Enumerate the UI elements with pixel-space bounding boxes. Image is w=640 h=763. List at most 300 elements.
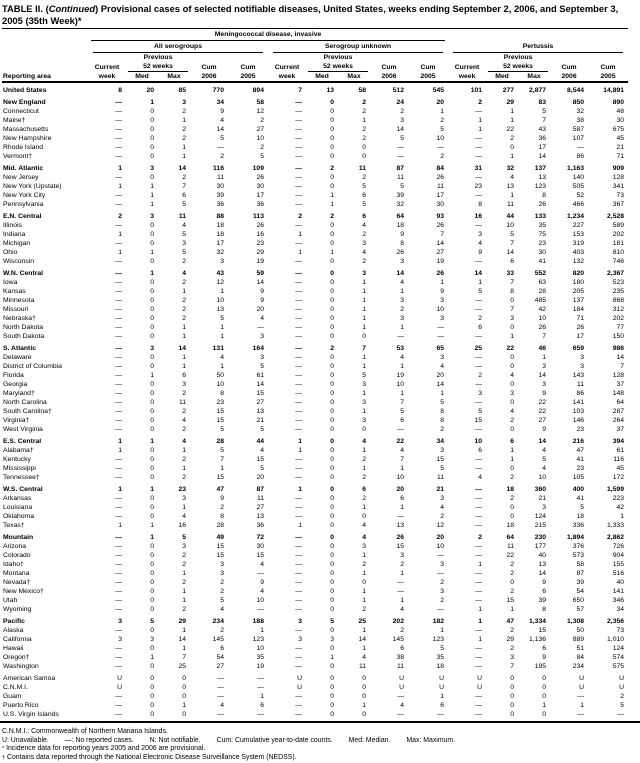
max-label: Max (518, 72, 550, 82)
value-cell: 2 (400, 306, 404, 313)
value-cell: — (257, 606, 264, 613)
value-cell: 21 (436, 486, 445, 493)
reporting-area-cell: Hawaii (3, 645, 24, 652)
value-cell: 1 (220, 288, 224, 295)
reporting-area-cell: Virginia† (3, 417, 30, 424)
value-cell: 9 (260, 297, 264, 304)
value-cell: 6 (478, 324, 483, 331)
value-cell: 230 (534, 534, 547, 541)
value-cell: 3 (440, 588, 445, 595)
footnote-abbreviations (2, 737, 638, 746)
value-cell: 20 (436, 99, 445, 106)
value-cell: 0 (330, 333, 334, 340)
value-cell: — (437, 606, 445, 613)
value-cell: 0 (182, 675, 186, 682)
value-cell: 6 (362, 213, 366, 220)
value-cell: 1 (220, 363, 224, 370)
value-cell: 7 (440, 231, 445, 238)
reporting-area-cell: S. Atlantic (3, 345, 36, 352)
value-cell: 6 (182, 372, 186, 379)
value-cell: 1 (330, 654, 334, 661)
header-spacer (448, 29, 628, 42)
value-cell: 5 (330, 618, 334, 625)
value-cell: 18 (396, 222, 404, 229)
value-cell: 0 (150, 495, 154, 502)
value-cell: 35 (436, 654, 445, 661)
reporting-area-cell: Alaska (3, 627, 24, 634)
value-cell: 2 (362, 108, 366, 115)
cum-label: Cum (240, 64, 256, 71)
value-cell: 16 (474, 213, 483, 220)
value-cell: 6 (478, 447, 483, 454)
value-cell: — (475, 543, 483, 550)
empty-header-cell (408, 53, 448, 62)
table-row (2, 683, 628, 692)
reporting-area-cell: United States (3, 87, 47, 94)
value-cell: 0 (330, 258, 334, 265)
value-cell: 11 (436, 474, 445, 481)
value-cell: 87 (576, 570, 585, 577)
value-cell: 14 (256, 279, 264, 286)
value-cell: 1 (330, 249, 334, 256)
value-cell: 155 (612, 561, 625, 568)
value-cell: 1,163 (567, 165, 585, 172)
value-cell: 4 (440, 504, 445, 511)
value-cell: 3 (150, 636, 154, 643)
value-cell: 0 (542, 675, 547, 682)
value-cell: 0 (510, 702, 515, 709)
title-continued: Continued (48, 3, 96, 14)
value-cell: 64 (396, 213, 404, 220)
value-cell: — (115, 588, 122, 595)
value-cell: 50 (576, 627, 585, 634)
value-cell: 4 (362, 654, 366, 661)
value-cell: — (115, 702, 122, 709)
value-cell: 360 (534, 486, 547, 493)
value-cell: — (295, 126, 302, 133)
value-cell: 1 (362, 597, 366, 604)
value-cell: 7 (542, 117, 547, 124)
value-cell: 1 (510, 333, 515, 340)
value-cell: 7 (220, 456, 224, 463)
value-cell: 181 (612, 240, 625, 247)
current-label: Current (454, 64, 480, 71)
value-cell: 10 (256, 645, 264, 652)
value-cell: — (475, 597, 483, 604)
value-cell: 30 (616, 117, 625, 124)
empty-header-cell (448, 53, 486, 62)
table-row (2, 398, 628, 407)
year-2005-label: 2005 (228, 72, 268, 82)
value-cell: — (115, 426, 122, 433)
value-cell: — (115, 201, 122, 208)
reporting-area-cell: Illinois (3, 222, 22, 229)
value-cell: 13 (256, 408, 264, 415)
value-cell: 2,877 (529, 87, 547, 94)
value-cell: 0 (510, 144, 515, 151)
table-row (2, 95, 628, 107)
value-cell: — (295, 240, 302, 247)
value-cell: 3 (150, 165, 154, 172)
title-prefix: TABLE II. ( (2, 3, 49, 14)
value-cell: 12 (436, 522, 445, 529)
value-cell: — (475, 513, 483, 520)
value-cell: 44 (256, 438, 264, 445)
value-cell: 2,862 (607, 534, 625, 541)
cum-label: Cum (600, 64, 616, 71)
value-cell: 2 (362, 606, 366, 613)
value-cell: 4 (400, 279, 404, 286)
value-cell: 18 (216, 231, 224, 238)
value-cell: 4 (260, 588, 264, 595)
value-cell: 15 (474, 417, 483, 424)
value-cell: 1 (182, 144, 186, 151)
value-cell: 105 (572, 474, 585, 481)
value-cell: 27 (256, 126, 264, 133)
reporting-area-cell: Nevada† (3, 579, 31, 586)
value-cell: 0 (150, 597, 154, 604)
value-cell: 1 (362, 504, 366, 511)
value-cell: 3 (440, 561, 445, 568)
weeks52-label: 52 weeks (126, 62, 190, 72)
table-row (2, 596, 628, 605)
value-cell: 346 (612, 597, 625, 604)
table-title (0, 0, 640, 27)
value-cell: 5 (542, 456, 547, 463)
value-cell: 10 (538, 315, 547, 322)
value-cell: 7 (400, 456, 404, 463)
value-cell: 5 (182, 534, 186, 541)
value-cell: — (475, 222, 483, 229)
value-cell: 1,894 (567, 534, 585, 541)
value-cell: 3 (150, 213, 154, 220)
footnotes (0, 723, 640, 763)
table-row (2, 287, 628, 296)
table-row (2, 341, 628, 353)
year-2006-label: 2006 (550, 72, 588, 82)
value-cell: 0 (510, 324, 515, 331)
value-cell: — (115, 324, 122, 331)
value-cell: 11 (506, 201, 515, 208)
value-cell: — (115, 363, 122, 370)
value-cell: 3 (542, 504, 547, 511)
value-cell: 4 (440, 363, 445, 370)
value-cell: 2 (330, 165, 334, 172)
value-cell: — (475, 306, 483, 313)
value-cell: 3 (362, 417, 366, 424)
table-row (2, 82, 628, 95)
value-cell: 22 (538, 399, 547, 406)
value-cell: 4 (510, 372, 515, 379)
value-cell: 650 (572, 597, 585, 604)
value-cell: 146 (572, 417, 585, 424)
value-cell: 575 (612, 663, 625, 670)
value-cell: 15 (216, 552, 224, 559)
notifiable-diseases-table (2, 28, 628, 719)
value-cell: 20 (256, 474, 264, 481)
value-cell: 4 (182, 438, 186, 445)
value-cell: 0 (510, 297, 515, 304)
value-cell: 11 (396, 174, 404, 181)
value-cell: 1 (362, 702, 366, 709)
empty-header-cell (88, 53, 126, 62)
value-cell: 4 (510, 408, 515, 415)
value-cell: 3 (182, 495, 186, 502)
table-row (2, 230, 628, 239)
value-cell: 1 (362, 627, 366, 634)
value-cell: 2 (510, 627, 515, 634)
value-cell: 14 (506, 249, 515, 256)
value-cell: 0 (510, 684, 515, 691)
value-cell: 37 (616, 381, 625, 388)
value-cell: — (115, 399, 122, 406)
value-cell: 61 (256, 372, 264, 379)
reporting-area-cell: West Virginia (3, 426, 43, 433)
value-cell: 4 (400, 606, 404, 613)
value-cell: 2 (182, 297, 186, 304)
value-cell: 4 (362, 438, 366, 445)
value-cell: 1 (150, 438, 154, 445)
value-cell: 0 (150, 627, 154, 634)
value-cell: 5 (150, 618, 154, 625)
table-row (2, 239, 628, 248)
value-cell: — (475, 456, 483, 463)
value-cell: 1 (400, 570, 404, 577)
value-cell: 0 (330, 513, 334, 520)
footnote-segment: N: Not notifiable. (149, 736, 201, 744)
value-cell: 0 (330, 354, 334, 361)
value-cell: 195 (534, 663, 547, 670)
value-cell: 0 (362, 426, 366, 433)
value-cell: 4 (220, 354, 224, 361)
value-cell: 1 (182, 354, 186, 361)
value-cell: — (295, 645, 302, 652)
year-2005-label: 2005 (588, 72, 628, 82)
value-cell: 4 (362, 249, 366, 256)
value-cell: 1 (440, 390, 445, 397)
value-cell: 0 (330, 447, 334, 454)
value-cell: 49 (216, 534, 224, 541)
value-cell: — (217, 684, 224, 691)
reporting-area-cell: Maine† (3, 117, 26, 124)
value-cell: 589 (612, 222, 625, 229)
reporting-area-cell: U.S. Virgin Islands (3, 711, 59, 718)
value-cell: — (397, 333, 404, 340)
value-cell: 17 (576, 333, 585, 340)
value-cell: — (397, 153, 404, 160)
value-cell: 5 (478, 408, 483, 415)
reporting-area-cell: C.N.M.I. (3, 684, 28, 691)
table-row (2, 200, 628, 209)
value-cell: 1 (542, 354, 547, 361)
value-cell: 9 (478, 249, 483, 256)
value-cell: 1 (330, 192, 334, 199)
value-cell: 7 (182, 654, 186, 661)
value-cell: 894 (252, 87, 264, 94)
table-row (2, 551, 628, 560)
value-cell: 145 (392, 636, 404, 643)
value-cell: — (475, 465, 483, 472)
value-cell: 34 (616, 606, 625, 613)
value-cell: 150 (612, 333, 625, 340)
value-cell: 35 (256, 654, 264, 661)
table-row (2, 494, 628, 503)
value-cell: U (297, 684, 302, 691)
value-cell: 17 (216, 240, 224, 247)
value-cell: — (475, 192, 483, 199)
value-cell: 1 (440, 627, 445, 634)
value-cell: 1 (298, 522, 302, 529)
value-cell: 0 (150, 588, 154, 595)
value-cell: 1 (150, 270, 154, 277)
value-cell: 14 (178, 345, 186, 352)
value-cell: 1 (150, 201, 154, 208)
value-cell: — (257, 570, 264, 577)
value-cell: 43 (538, 126, 547, 133)
value-cell: 21 (538, 495, 547, 502)
value-cell: 2 (362, 174, 366, 181)
value-cell: — (475, 297, 483, 304)
reporting-area-cell: South Carolina† (3, 408, 52, 415)
value-cell: 182 (432, 618, 445, 625)
value-cell: 1 (150, 99, 154, 106)
value-cell: — (295, 474, 302, 481)
reporting-area-cell: American Samoa (3, 675, 56, 682)
footnote-provisional: * Incidence data for reporting years 2005 and 2006 are provisional. (2, 745, 206, 753)
value-cell: 820 (572, 270, 585, 277)
value-cell: 2 (510, 474, 515, 481)
value-cell: 39 (396, 192, 404, 199)
value-cell: 0 (330, 627, 334, 634)
value-cell: 0 (150, 306, 154, 313)
value-cell: 5 (580, 504, 585, 511)
cum-label: Cum (381, 64, 397, 71)
value-cell: 23 (538, 240, 547, 247)
value-cell: 3 (478, 390, 483, 397)
value-cell: 0 (150, 684, 154, 691)
footnote-segment: Cum: Cumulative year-to-date counts. (216, 736, 333, 744)
table-row (2, 569, 628, 578)
reporting-area-cell: Nebraska† (3, 315, 36, 322)
value-cell: 3 (118, 636, 122, 643)
value-cell: 4 (362, 522, 366, 529)
value-cell: 101 (470, 87, 483, 94)
empty-header-cell (370, 53, 408, 62)
value-cell: — (115, 417, 122, 424)
table-row (2, 305, 628, 314)
value-cell: 1 (182, 645, 186, 652)
value-cell: — (295, 333, 302, 340)
value-cell: 2 (510, 561, 515, 568)
value-cell: — (115, 354, 122, 361)
value-cell: — (115, 222, 122, 229)
value-cell: — (115, 534, 122, 541)
value-cell: — (295, 606, 302, 613)
value-cell: — (437, 333, 445, 340)
value-cell: 1,010 (607, 636, 625, 643)
value-cell: — (475, 108, 483, 115)
value-cell: — (437, 711, 445, 718)
value-cell: 5 (182, 201, 186, 208)
value-cell: 4 (260, 561, 264, 568)
value-cell: — (475, 693, 483, 700)
value-cell: 3 (542, 381, 547, 388)
value-cell: 1 (362, 363, 366, 370)
value-cell: 13 (256, 513, 264, 520)
value-cell: 11 (178, 213, 186, 220)
value-cell: — (217, 693, 224, 700)
value-cell: 5 (182, 249, 186, 256)
cum-label: Cum (561, 64, 577, 71)
reporting-area-cell: Mountain (3, 534, 34, 541)
value-cell: 8 (400, 240, 404, 247)
value-cell: — (115, 663, 122, 670)
value-cell: 26 (436, 222, 445, 229)
value-cell: 2 (400, 561, 404, 568)
reporting-area-cell: Kansas (3, 288, 26, 295)
table-row (2, 161, 628, 173)
table-row (2, 353, 628, 362)
value-cell: 0 (510, 465, 515, 472)
value-cell: 0 (150, 279, 154, 286)
value-cell: — (115, 372, 122, 379)
value-cell: 9 (220, 495, 224, 502)
value-cell: 4 (182, 270, 186, 277)
value-cell: 1 (118, 438, 122, 445)
value-cell: 0 (510, 675, 515, 682)
value-cell: 909 (612, 165, 625, 172)
value-cell: 40 (538, 552, 547, 559)
value-cell: 1 (362, 354, 366, 361)
value-cell: 8 (440, 408, 445, 415)
value-cell: 0 (182, 684, 186, 691)
value-cell: 0 (330, 108, 334, 115)
value-cell: 18 (506, 486, 515, 493)
reporting-area-cell: W.S. Central (3, 486, 43, 493)
value-cell: 26 (256, 174, 264, 181)
value-cell: 87 (396, 165, 404, 172)
value-cell: 2 (182, 408, 186, 415)
value-cell: 32 (216, 249, 224, 256)
value-cell: — (397, 144, 404, 151)
value-cell: 2 (362, 231, 366, 238)
value-cell: — (295, 408, 302, 415)
value-cell: — (295, 99, 302, 106)
value-cell: 43 (216, 270, 224, 277)
value-cell: 107 (572, 135, 585, 142)
value-cell: 8 (220, 390, 224, 397)
value-cell: 11 (178, 399, 186, 406)
value-cell: 4 (220, 702, 224, 709)
reporting-area-cell: Mid. Atlantic (3, 165, 44, 172)
value-cell: 2 (182, 561, 186, 568)
value-cell: 0 (150, 381, 154, 388)
group-header-all-serogroups: All serogroups (88, 41, 268, 53)
value-cell: 264 (612, 417, 625, 424)
value-cell: 22 (538, 408, 547, 415)
value-cell: 0 (330, 363, 334, 370)
value-cell: 14 (538, 153, 547, 160)
value-cell: 227 (572, 222, 585, 229)
value-cell: 29 (506, 99, 515, 106)
value-cell: 1,136 (529, 636, 547, 643)
value-cell: 24 (396, 99, 404, 106)
value-cell: 1 (118, 447, 122, 454)
value-cell: 15 (396, 543, 404, 550)
value-cell: 3 (542, 363, 547, 370)
value-cell: 42 (538, 306, 547, 313)
value-cell: 223 (612, 495, 625, 502)
